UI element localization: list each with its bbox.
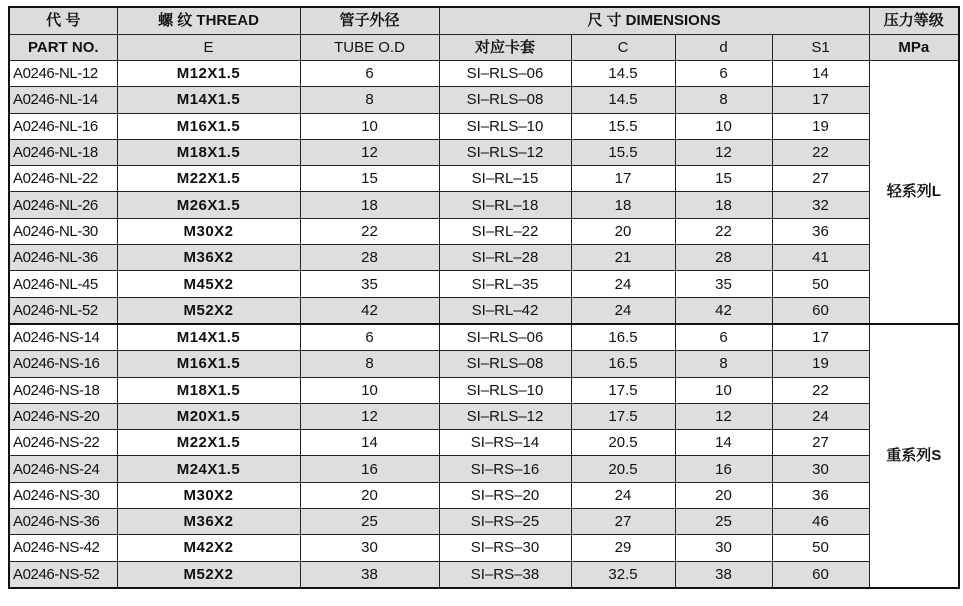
cell-tube-od: 10	[300, 113, 439, 139]
cell-s1: 50	[772, 535, 869, 561]
cell-part-no: A0246-NL-18	[9, 139, 117, 165]
table-row	[9, 218, 959, 244]
cell-d: 8	[675, 351, 772, 377]
cell-c: 20	[571, 218, 675, 244]
cell-c: 16.5	[571, 351, 675, 377]
cell-part-no: A0246-NL-14	[9, 87, 117, 113]
cell-sleeve: SI–RL–22	[439, 218, 571, 244]
cell-s1: 17	[772, 87, 869, 113]
cell-c: 24	[571, 271, 675, 297]
table-row	[9, 456, 959, 482]
cell-sleeve: SI–RL–28	[439, 245, 571, 271]
cell-sleeve: SI–RS–25	[439, 509, 571, 535]
header-d: d	[675, 34, 772, 61]
cell-c: 17.5	[571, 403, 675, 429]
header-e: E	[117, 34, 300, 61]
cell-thread: M12X1.5	[117, 61, 300, 87]
cell-thread: M16X1.5	[117, 351, 300, 377]
cell-d: 42	[675, 297, 772, 324]
cell-d: 38	[675, 561, 772, 588]
cell-s1: 22	[772, 139, 869, 165]
header-s1: S1	[772, 34, 869, 61]
cell-c: 21	[571, 245, 675, 271]
cell-tube-od: 16	[300, 456, 439, 482]
cell-part-no: A0246-NL-26	[9, 192, 117, 218]
cell-thread: M14X1.5	[117, 87, 300, 113]
cell-tube-od: 20	[300, 482, 439, 508]
table-row	[9, 430, 959, 456]
cell-thread: M36X2	[117, 245, 300, 271]
table-row	[9, 377, 959, 403]
cell-c: 20.5	[571, 430, 675, 456]
cell-s1: 60	[772, 297, 869, 324]
table-row	[9, 561, 959, 588]
cell-part-no: A0246-NS-22	[9, 430, 117, 456]
cell-s1: 32	[772, 192, 869, 218]
header-part-no: PART NO.	[9, 34, 117, 61]
cell-part-no: A0246-NL-12	[9, 61, 117, 87]
cell-sleeve: SI–RL–42	[439, 297, 571, 324]
cell-c: 17	[571, 166, 675, 192]
cell-s1: 14	[772, 61, 869, 87]
cell-tube-od: 10	[300, 377, 439, 403]
table-row	[9, 61, 959, 87]
cell-d: 25	[675, 509, 772, 535]
cell-part-no: A0246-NS-30	[9, 482, 117, 508]
cell-sleeve: SI–RS–20	[439, 482, 571, 508]
cell-c: 27	[571, 509, 675, 535]
cell-sleeve: SI–RLS–12	[439, 139, 571, 165]
table-row	[9, 113, 959, 139]
cell-part-no: A0246-NL-22	[9, 166, 117, 192]
cell-part-no: A0246-NS-14	[9, 324, 117, 351]
cell-c: 17.5	[571, 377, 675, 403]
cell-tube-od: 22	[300, 218, 439, 244]
cell-tube-od: 14	[300, 430, 439, 456]
cell-d: 20	[675, 482, 772, 508]
cell-sleeve: SI–RS–16	[439, 456, 571, 482]
table-body	[9, 61, 959, 588]
header-sleeve: 对应卡套	[439, 34, 571, 61]
cell-thread: M26X1.5	[117, 192, 300, 218]
cell-pressure-class: 轻系列L	[869, 61, 959, 324]
cell-sleeve: SI–RL–18	[439, 192, 571, 218]
cell-part-no: A0246-NL-52	[9, 297, 117, 324]
cell-c: 14.5	[571, 87, 675, 113]
cell-part-no: A0246-NS-16	[9, 351, 117, 377]
cell-tube-od: 18	[300, 192, 439, 218]
cell-part-no: A0246-NS-42	[9, 535, 117, 561]
cell-sleeve: SI–RL–35	[439, 271, 571, 297]
cell-d: 12	[675, 403, 772, 429]
cell-s1: 17	[772, 324, 869, 351]
table-row	[9, 403, 959, 429]
cell-d: 15	[675, 166, 772, 192]
cell-s1: 36	[772, 482, 869, 508]
cell-pressure-class: 重系列S	[869, 324, 959, 588]
cell-sleeve: SI–RLS–06	[439, 61, 571, 87]
cell-part-no: A0246-NS-20	[9, 403, 117, 429]
cell-d: 8	[675, 87, 772, 113]
cell-sleeve: SI–RLS–10	[439, 113, 571, 139]
header-pressure: 压力等级	[869, 7, 959, 34]
cell-thread: M16X1.5	[117, 113, 300, 139]
table-row	[9, 297, 959, 324]
cell-c: 15.5	[571, 139, 675, 165]
cell-s1: 24	[772, 403, 869, 429]
table-row	[9, 351, 959, 377]
cell-s1: 22	[772, 377, 869, 403]
cell-thread: M22X1.5	[117, 430, 300, 456]
cell-s1: 36	[772, 218, 869, 244]
cell-tube-od: 38	[300, 561, 439, 588]
cell-part-no: A0246-NS-52	[9, 561, 117, 588]
cell-sleeve: SI–RS–38	[439, 561, 571, 588]
cell-d: 30	[675, 535, 772, 561]
cell-tube-od: 15	[300, 166, 439, 192]
cell-thread: M24X1.5	[117, 456, 300, 482]
cell-s1: 41	[772, 245, 869, 271]
table-row	[9, 139, 959, 165]
cell-part-no: A0246-NL-45	[9, 271, 117, 297]
cell-part-no: A0246-NS-18	[9, 377, 117, 403]
cell-c: 20.5	[571, 456, 675, 482]
cell-part-no: A0246-NS-36	[9, 509, 117, 535]
cell-part-no: A0246-NL-16	[9, 113, 117, 139]
table-row	[9, 271, 959, 297]
cell-d: 18	[675, 192, 772, 218]
header-tube-od: TUBE O.D	[300, 34, 439, 61]
cell-s1: 27	[772, 430, 869, 456]
cell-d: 28	[675, 245, 772, 271]
cell-part-no: A0246-NS-24	[9, 456, 117, 482]
spec-table	[8, 6, 960, 589]
cell-part-no: A0246-NL-30	[9, 218, 117, 244]
cell-d: 14	[675, 430, 772, 456]
cell-tube-od: 12	[300, 403, 439, 429]
table-row	[9, 482, 959, 508]
cell-s1: 27	[772, 166, 869, 192]
cell-c: 14.5	[571, 61, 675, 87]
table-row	[9, 87, 959, 113]
cell-s1: 50	[772, 271, 869, 297]
table-row	[9, 166, 959, 192]
cell-tube-od: 35	[300, 271, 439, 297]
cell-part-no: A0246-NL-36	[9, 245, 117, 271]
cell-d: 6	[675, 324, 772, 351]
cell-sleeve: SI–RLS–08	[439, 87, 571, 113]
cell-thread: M18X1.5	[117, 139, 300, 165]
cell-thread: M30X2	[117, 482, 300, 508]
cell-sleeve: SI–RL–15	[439, 166, 571, 192]
cell-d: 12	[675, 139, 772, 165]
cell-s1: 46	[772, 509, 869, 535]
cell-c: 16.5	[571, 324, 675, 351]
table-row	[9, 509, 959, 535]
table-header	[9, 7, 959, 61]
header-tube: 管子外径	[300, 7, 439, 34]
cell-d: 10	[675, 113, 772, 139]
header-c: C	[571, 34, 675, 61]
spec-table-container	[8, 6, 958, 589]
header-row-2	[9, 34, 959, 61]
table-row	[9, 245, 959, 271]
cell-tube-od: 28	[300, 245, 439, 271]
cell-thread: M14X1.5	[117, 324, 300, 351]
cell-d: 10	[675, 377, 772, 403]
cell-thread: M30X2	[117, 218, 300, 244]
cell-c: 32.5	[571, 561, 675, 588]
header-code: 代 号	[9, 7, 117, 34]
cell-c: 15.5	[571, 113, 675, 139]
table-row	[9, 192, 959, 218]
cell-thread: M20X1.5	[117, 403, 300, 429]
header-row-1	[9, 7, 959, 34]
cell-thread: M36X2	[117, 509, 300, 535]
cell-tube-od: 8	[300, 351, 439, 377]
cell-s1: 19	[772, 113, 869, 139]
table-row	[9, 324, 959, 351]
cell-tube-od: 30	[300, 535, 439, 561]
cell-sleeve: SI–RLS–10	[439, 377, 571, 403]
cell-thread: M22X1.5	[117, 166, 300, 192]
cell-d: 22	[675, 218, 772, 244]
cell-tube-od: 25	[300, 509, 439, 535]
cell-c: 29	[571, 535, 675, 561]
cell-s1: 60	[772, 561, 869, 588]
cell-thread: M52X2	[117, 297, 300, 324]
cell-d: 35	[675, 271, 772, 297]
cell-thread: M42X2	[117, 535, 300, 561]
cell-tube-od: 12	[300, 139, 439, 165]
cell-thread: M45X2	[117, 271, 300, 297]
cell-c: 24	[571, 297, 675, 324]
cell-c: 24	[571, 482, 675, 508]
cell-thread: M52X2	[117, 561, 300, 588]
cell-d: 6	[675, 61, 772, 87]
cell-sleeve: SI–RLS–06	[439, 324, 571, 351]
cell-tube-od: 8	[300, 87, 439, 113]
cell-tube-od: 42	[300, 297, 439, 324]
cell-sleeve: SI–RS–30	[439, 535, 571, 561]
cell-d: 16	[675, 456, 772, 482]
cell-s1: 30	[772, 456, 869, 482]
cell-sleeve: SI–RLS–12	[439, 403, 571, 429]
cell-s1: 19	[772, 351, 869, 377]
cell-c: 18	[571, 192, 675, 218]
cell-thread: M18X1.5	[117, 377, 300, 403]
table-row	[9, 535, 959, 561]
header-mpa: MPa	[869, 34, 959, 61]
header-dimensions: 尺 寸 DIMENSIONS	[439, 7, 869, 34]
cell-tube-od: 6	[300, 61, 439, 87]
cell-sleeve: SI–RLS–08	[439, 351, 571, 377]
cell-sleeve: SI–RS–14	[439, 430, 571, 456]
cell-tube-od: 6	[300, 324, 439, 351]
header-thread: 螺 纹 THREAD	[117, 7, 300, 34]
